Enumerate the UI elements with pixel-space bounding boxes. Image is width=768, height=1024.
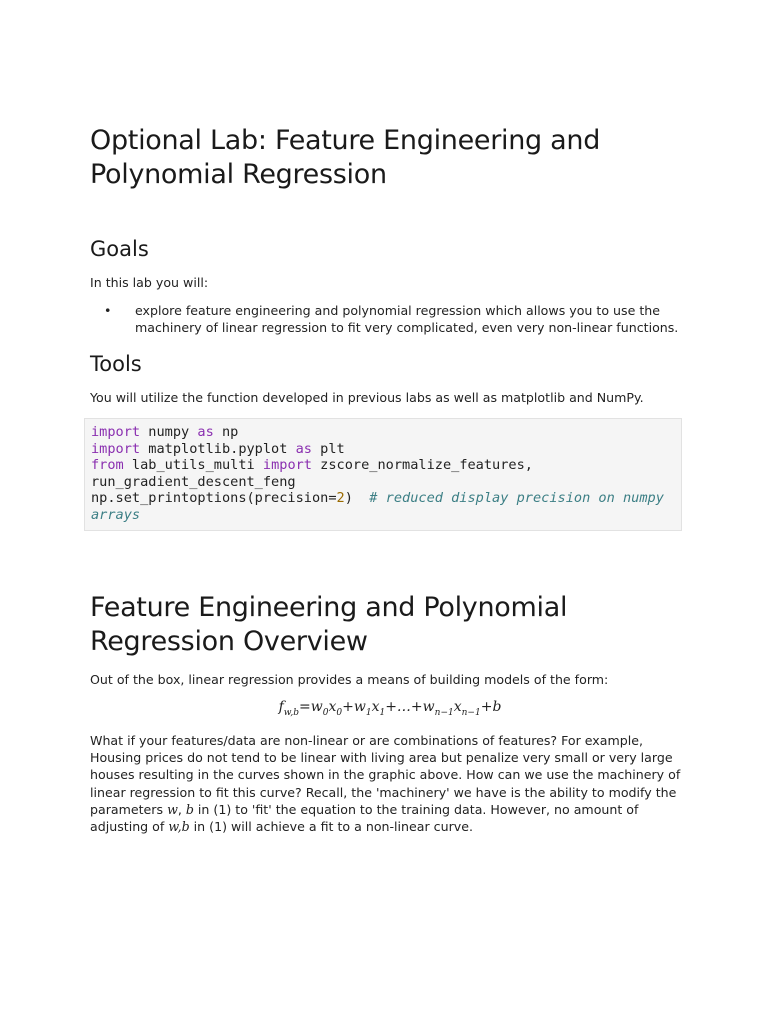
code-comment: # reduced display precision on numpy arrays [91, 490, 673, 523]
code-text: matplotlib.pyplot [140, 440, 296, 457]
math-b: b [185, 801, 194, 817]
code-text: np.set_printoptions(precision= [91, 490, 337, 507]
code-text: np [213, 424, 239, 440]
code-keyword: import [91, 440, 141, 457]
page-title: Optional Lab: Feature Engineering and Polynomial Regression [90, 125, 601, 190]
code-keyword: from [91, 457, 124, 474]
overview-heading: Feature Engineering and Polynomial Regression Overview [90, 592, 568, 657]
code-keyword: as [197, 424, 214, 440]
tools-intro: You will utilize the function developed in previous labs as well as matplotlib and NumPy. [90, 390, 644, 405]
code-keyword: import [262, 457, 312, 474]
code-keyword: import [91, 424, 141, 440]
paragraph-text: in (1) to 'fit' the equation to the training data. However, no amount of adjusting of [90, 801, 639, 835]
formula-render: $f_{w,b}=w_0x_0+w_1x_1+\dots+w_{n-1}x_{n-1}+b$ [278, 699, 502, 718]
goals-bullet-text: explore feature engineering and polynomial regression which allows you to use the machinery of linear regression to fit very complicated, even very non-linear functions. [135, 303, 679, 336]
code-text: zscore_normalize_features, [312, 457, 533, 474]
bullet-icon: • [104, 303, 112, 318]
code-cell[interactable] [84, 418, 682, 531]
code-keyword: as [295, 440, 312, 457]
overview-paragraph [90, 732, 690, 835]
overview-intro: Out of the box, linear regression provides a means of building models of the form: [90, 672, 609, 687]
math-wb: w,b [168, 819, 190, 835]
math-w: w [167, 801, 178, 817]
code-number: 2 [336, 490, 345, 507]
code-text: lab_utils_multi [123, 457, 263, 474]
paragraph-text: What if your features/data are non-linear or are combinations of features? For example, Housing prices do not tend to be linear with living area but penalize very small or very large houses resulting in the curves shown in the graphic above. How can we use the machinery of linear regression to fit this curve? Recall, the 'machinery' we have is the ability to modify the parameters [90, 733, 681, 817]
tools-heading: Tools [90, 352, 142, 376]
code-text: ) [344, 490, 370, 507]
code-text: plt [311, 440, 345, 457]
model-formula [90, 699, 690, 718]
code-text: numpy [140, 424, 198, 440]
paragraph-text: in (1) will achieve a fit to a non-linear curve. [189, 819, 473, 835]
goals-heading: Goals [90, 237, 149, 261]
code-text: run_gradient_descent_feng [91, 473, 296, 490]
goals-intro: In this lab you will: [90, 275, 209, 290]
paragraph-text: , [177, 801, 186, 817]
